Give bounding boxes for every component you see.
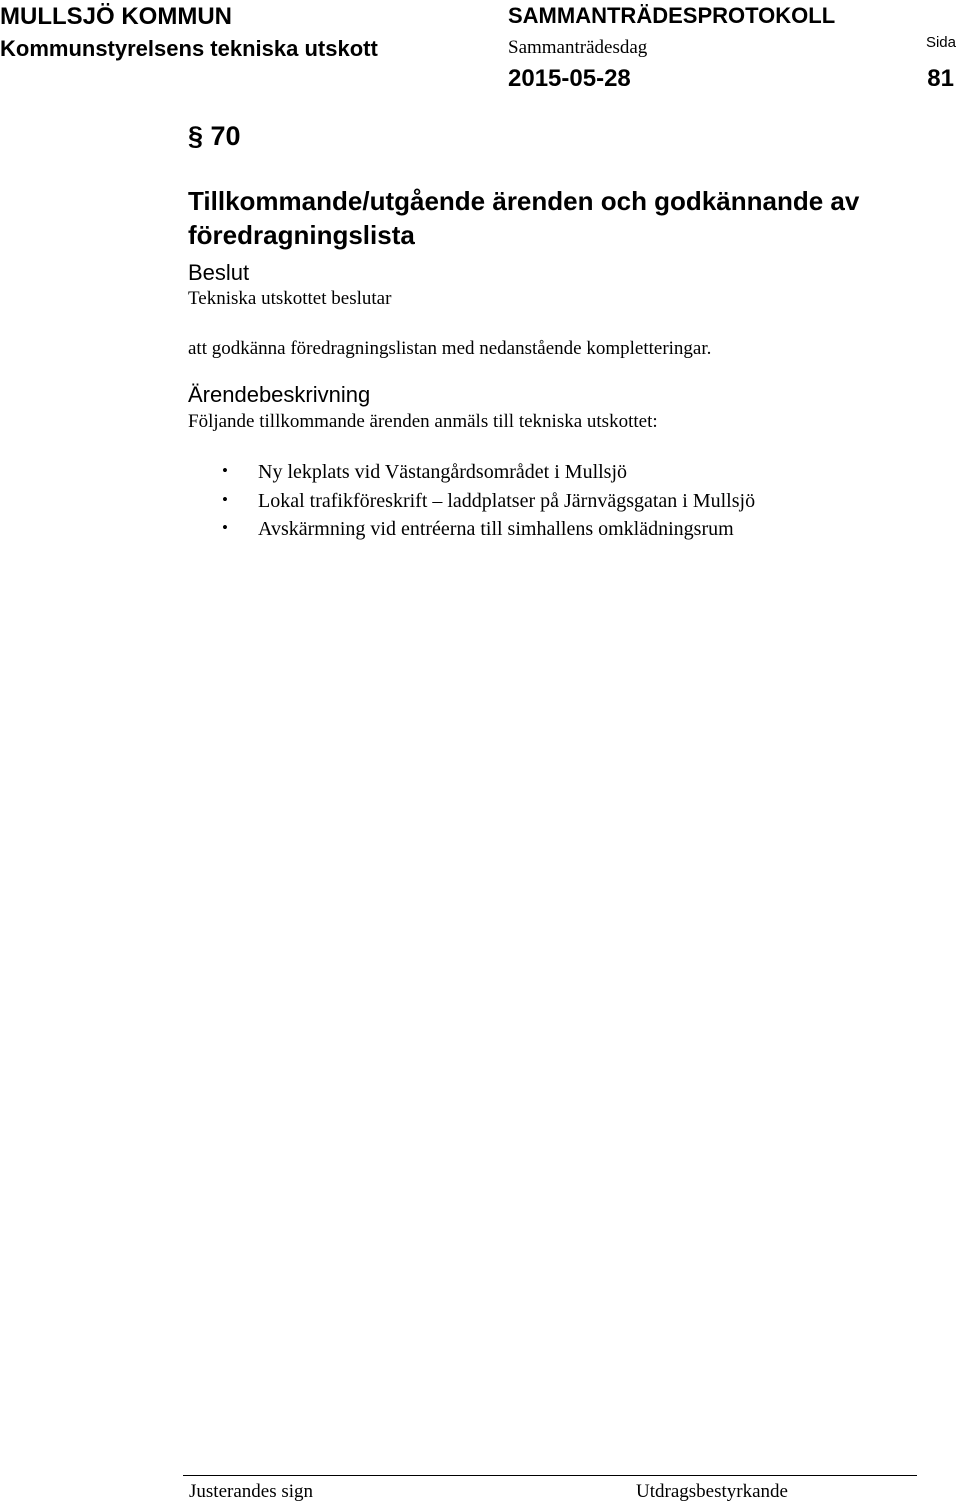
page-number: 81 (927, 65, 954, 92)
page-label: Sida (925, 34, 956, 51)
list-item-text: Avskärmning vid entréerna till simhallens omklädningsrum (258, 518, 734, 540)
description-heading: Ärendebeskrivning (188, 382, 371, 407)
bullet-icon: • (222, 461, 228, 480)
bullet-icon: • (222, 490, 228, 509)
section-title: Tillkommande/utgående ärenden och godkännande av föredragningslista (188, 186, 860, 250)
committee-name: Kommunstyrelsens tekniska utskott (0, 36, 378, 61)
organization-name: MULLSJÖ KOMMUN (0, 3, 232, 30)
footer-divider (183, 1475, 917, 1476)
document-type: SAMMANTRÄDESPROTOKOLL (508, 3, 836, 28)
decision-text: att godkänna föredragningslistan med nedanstående kompletteringar. (188, 338, 712, 359)
list-item-text: Ny lekplats vid Västangårdsområdet i Mullsjö (258, 461, 628, 483)
decision-heading: Beslut (188, 260, 250, 285)
bullet-icon: • (222, 518, 228, 537)
footer-signature-label: Justerandes sign (189, 1481, 314, 1502)
description-text: Följande tillkommande ärenden anmäls till tekniska utskottet: (188, 411, 658, 432)
footer-certification-label: Utdragsbestyrkande (636, 1481, 788, 1502)
list-item-text: Lokal trafikföreskrift – laddplatser på Järnvägsgatan i Mullsjö (258, 490, 756, 512)
decision-intro: Tekniska utskottet beslutar (188, 288, 392, 309)
section-number: § 70 (188, 121, 241, 151)
meeting-date-label: Sammanträdesdag (508, 37, 648, 58)
meeting-date: 2015-05-28 (508, 65, 631, 92)
